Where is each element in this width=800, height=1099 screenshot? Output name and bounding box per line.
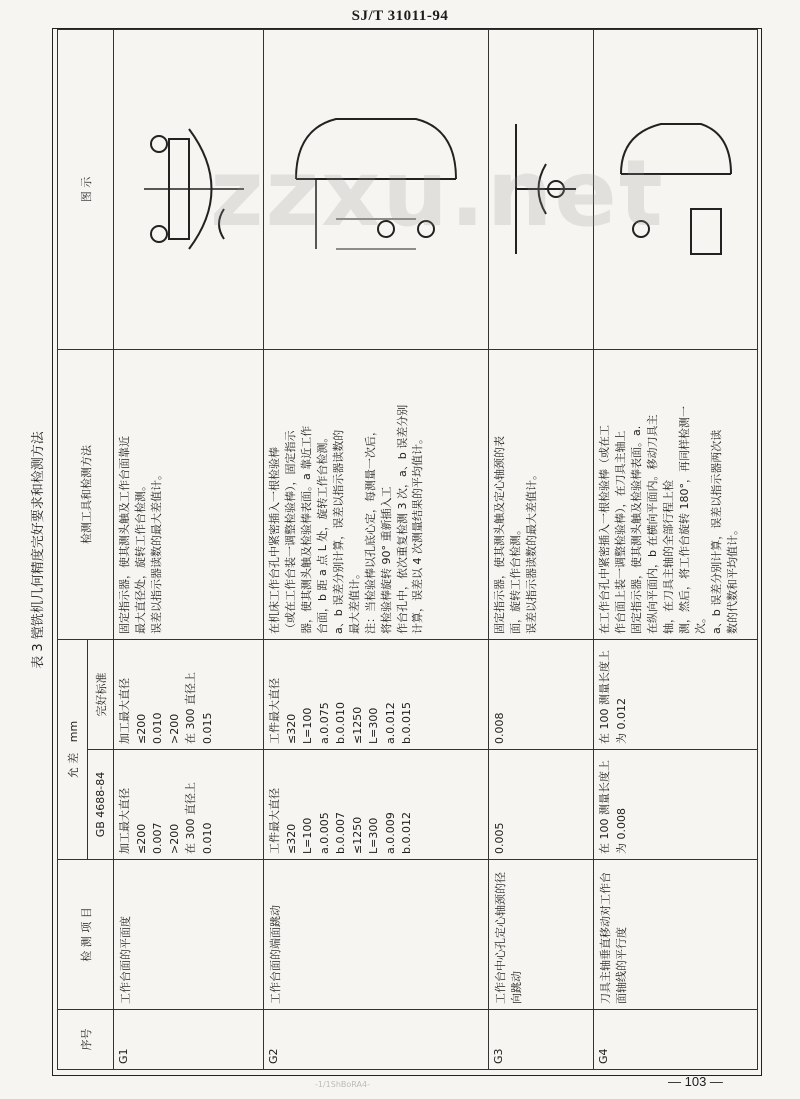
rotated-table-container — [31, 30, 757, 1070]
col-tolerance-header: 允 差 mm — [58, 640, 88, 860]
row-good: 0.008 — [489, 640, 594, 750]
row-item: 刀具主轴垂直移动对工作台面轴线的平行度 — [594, 860, 758, 1010]
col-seq-header: 序号 — [58, 1010, 114, 1070]
col-good-header: 完好标准 — [88, 640, 114, 750]
row-figure — [114, 30, 264, 350]
col-item-header: 检 测 项 目 — [58, 860, 114, 1010]
figure-g2 — [276, 100, 476, 280]
figure-g3 — [496, 105, 586, 275]
standard-code: SJ/T 31011-94 — [351, 8, 449, 24]
figure-g1 — [124, 100, 254, 280]
col-std-header: GB 4688-84 — [88, 750, 114, 860]
row-item: 工作台面的平面度 — [114, 860, 264, 1010]
footer-mark: -1/1ShBoRA4- — [315, 1080, 370, 1089]
table-row — [264, 30, 489, 1070]
row-good: 在 100 测量长度上为 0.012 — [594, 640, 758, 750]
table-row — [594, 30, 758, 1070]
row-method: 在工作台孔中紧密插入一根检验棒（或在工 作台面上装一调整检验棒），在刀具主轴上 固定指示器，使其测头触及检验棒表面。a. 在纵向平面内，b 在横向平面内。移动刀具主 轴，在刀具主轴的全部行程上检 测，然后，将工作台旋转 180°，再同样检测一 次。 a、b 误差分别计算，误差以指示器两次读 数的代数和平均值计。 — [594, 350, 758, 640]
unit-label: mm — [66, 720, 80, 743]
row-seq: G3 — [489, 1010, 594, 1070]
row-item: 工作台中心孔定心轴颈的径向跳动 — [489, 860, 594, 1010]
row-std: 加工最大直径 ≤200 0.007 >200 在 300 直径上 0.010 — [114, 750, 264, 860]
row-good: 加工最大直径 ≤200 0.010 >200 在 300 直径上 0.015 — [114, 640, 264, 750]
page-number: — 103 — — [668, 1074, 723, 1089]
col-figure-header: 图 示 — [58, 30, 114, 350]
col-method-header: 检测工具和检测方法 — [58, 350, 114, 640]
row-seq: G1 — [114, 1010, 264, 1070]
watermark: zzxu.net — [210, 140, 665, 247]
table-caption: 表 3 镗铣机几何精度完好要求和检测方法 — [31, 431, 46, 669]
row-method: 固定指示器，使其测头触及工作台面靠近 最大直径处，旋转工作台检测。 误差以指示器读数的最大差值计。 — [114, 350, 264, 640]
row-seq: G2 — [264, 1010, 489, 1070]
row-method: 在机床工作台孔中紧密插入一根检验棒 （或在工作台装一调整检验棒），固定指示 器，使其测头触及检验棒表面。a 靠近工作 台面，b 距 a 点 L 处，旋转工作台检测。 a、b 误差分别计算，误差以指示器读数的 最大差值计。 注：当检验棒以孔底心定，每测量一次后， 将检验棒旋转 90° 重新插入工 作台孔中，依次重复检测 3 次，a、b 误差分别 计算，误差以 4 次测量结果的平均值计。 — [264, 350, 489, 640]
row-figure — [489, 30, 594, 350]
row-figure — [264, 30, 489, 350]
row-figure — [594, 30, 758, 350]
spec-table — [57, 29, 758, 1070]
table-row — [114, 30, 264, 1070]
row-method: 固定指示器，使其测头触及定心轴颈的表 面，旋转工作台检测。 误差以指示器读数的最大差值计。 — [489, 350, 594, 640]
row-good: 工件最大直径 ≤320 L=100 a.0.075 b.0.010 ≤1250 L=300 a.0.012 b.0.015 — [264, 640, 489, 750]
row-item: 工作台面的端面跳动 — [264, 860, 489, 1010]
figure-g4 — [601, 105, 751, 275]
table-row — [489, 30, 594, 1070]
row-std: 工件最大直径 ≤320 L=100 a.0.005 b.0.007 ≤1250 L=300 a.0.009 b.0.012 — [264, 750, 489, 860]
row-std: 在 100 测量长度上为 0.008 — [594, 750, 758, 860]
row-seq: G4 — [594, 1010, 758, 1070]
row-std: 0.005 — [489, 750, 594, 860]
